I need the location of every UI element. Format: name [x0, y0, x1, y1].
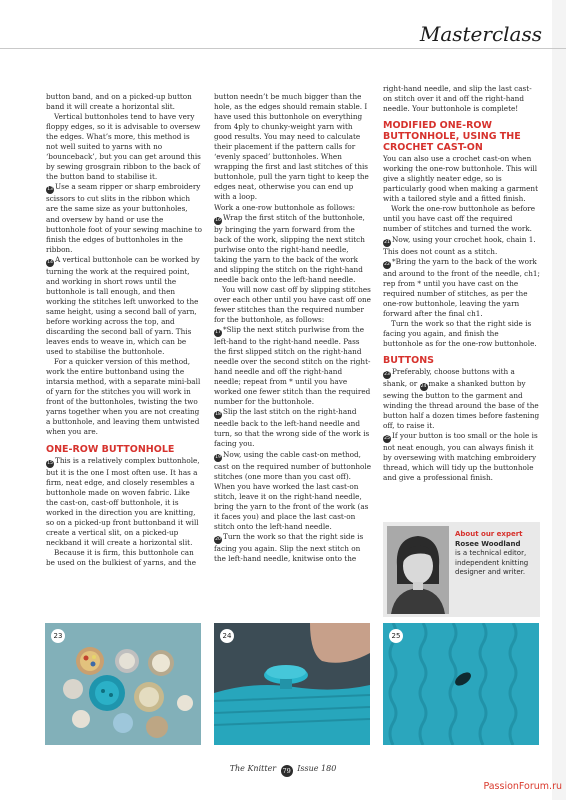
step-number-icon: 14: [47, 259, 53, 265]
photo-number-badge: 23: [51, 629, 65, 643]
photo-knitted-buttonhole: [383, 623, 539, 745]
step-number-icon: 15: [47, 460, 53, 466]
step-paragraph: [214, 213, 371, 285]
step-text: Turn the work so that the right side is facing you again. Slip the next stitch on the left-hand needle, knitwise onto the: [214, 531, 364, 563]
paragraph: Work the one-row buttonhole as before until you have cast off the required number of stitches and turned the work.: [383, 204, 535, 234]
step-number-icon: 13: [47, 187, 53, 193]
page-number: 79: [282, 767, 291, 775]
paragraph: Because it is firm, this buttonhole can be used on the bulkiest of yarns, and the: [46, 547, 196, 567]
text-column-2: [214, 92, 371, 564]
step-paragraph: [383, 257, 540, 319]
step-text: *Slip the next stitch purlwise from the left-hand to the right-hand needle. Pass the first slipped stitch on the right-hand needle over the second stitch on the right-hand needle and off the right-hand needle; repeat from * until you have worked one fewer stitch than the required number for the buttonhole.: [214, 325, 371, 407]
expert-name: Rosee Woodland: [455, 539, 521, 548]
step-text: Wrap the first stitch of the buttonhole, by bringing the yarn forward from the back of the work, slipping the next stitch purlwise onto the right-hand needle, taking the yarn to the back of the work and slipping the stitch on the right-hand needle back onto the left-hand needle.: [214, 212, 365, 284]
step-paragraph: [214, 325, 371, 407]
step-text: make a shanked button by sewing the button to the garment and winding the thread around the base of the button half a dozen times before fastening off, to raise it.: [383, 378, 540, 431]
section-heading: ONE-ROW BUTTONHOLE: [46, 443, 175, 455]
expert-text: [455, 530, 537, 578]
page-footer: [0, 764, 566, 777]
page-edge: [552, 0, 566, 800]
text-column-3: [383, 84, 540, 483]
photo-buttons: [45, 623, 201, 745]
paragraph: button needn’t be much bigger than the hole, as the edges should remain stable. I have used this buttonhole on everything from 4ply to chunky-weight yarn with good results. You may need to calculate their placement if the pattern calls for ‘evenly spaced’ buttonholes. When wrapping the first and last stitches of this buttonhole, pull the yarn tight to keep the edges neat, otherwise you can end up with a loop.: [214, 92, 369, 202]
step-number-icon: 22: [384, 261, 390, 267]
step-paragraph: [383, 235, 540, 257]
step-text: *Bring the yarn to the back of the work and around to the front of the needle, ch1; rep from * until you have cast on the required number of stitches, as per the one-row buttonhole, leaving the yarn forward after the final ch1.: [383, 256, 540, 318]
step-number-icon: 20: [215, 536, 221, 542]
step-number-icon: 18: [215, 412, 221, 418]
step-number-icon: 23: [384, 371, 390, 377]
expert-heading: About our expert: [455, 530, 523, 538]
portrait-illustration: [387, 526, 449, 614]
step-number-icon: 19: [215, 454, 221, 460]
text-column-1: [46, 92, 203, 568]
paragraph: You will now cast off by slipping stitches over each other until you have cast off one fewer stitches than the required number for the buttonhole, as follows:: [214, 284, 371, 324]
buttonhole-photo-illustration: [383, 623, 539, 745]
step-paragraph: [383, 367, 540, 431]
paragraph: Work a one-row buttonhole as follows:: [214, 202, 356, 212]
step-paragraph: [214, 407, 371, 449]
paragraph: Vertical buttonholes tend to have very floppy edges, so it is advisable to oversew the edges. What’s more, this method is not well suited to yarns with no ‘bounceback’, but you can get around this by sewing grosgrain ribbon to the back of the button band to stabilise it.: [46, 112, 201, 182]
step-text: Slip the last stitch on the right-hand needle back to the left-hand needle and turn, so that the wrong side of the work is facing you.: [214, 407, 370, 449]
expert-box: [383, 522, 540, 617]
section-heading: BUTTONS: [383, 354, 435, 366]
step-paragraph: [46, 182, 203, 254]
paragraph: Turn the work so that the right side is facing you again, and finish the buttonhole as for the one-row buttonhole.: [383, 318, 537, 348]
step-paragraph: [46, 255, 203, 357]
step-number-icon: 21: [384, 239, 390, 245]
step-text: If your button is too small or the hole is not neat enough, you can always finish it by oversewing with matching embroidery thread, which will tidy up the buttonhole and give a professional finish.: [383, 431, 538, 483]
step-paragraph: [214, 532, 371, 564]
paragraph: You can also use a crochet cast-on when working the one-row buttonhole. This will give a slightly neater edge, so is particularly good when making a garment with a tailored style and a fitted finish.: [383, 154, 539, 204]
issue-number: Issue 180: [297, 764, 337, 773]
step-text: Preferably, choose buttons with a shank, or: [383, 366, 515, 388]
expert-portrait: [387, 526, 449, 614]
step-text: This is a relatively complex buttonhole, but it is the one I most often use. It has a firm, neat edge, and closely resembles a buttonhole made on woven fabric. Like the cast-on, cast-off buttonhole, it is worked in the direction you are knitting, so on a picked-up front buttonband it will create a vertical slit, on a picked-up neckband it will create a horizontal slit.: [46, 455, 200, 547]
step-text: Use a seam ripper or sharp embroidery scissors to cut slits in the ribbon which are the same size as your buttonholes, and oversew by hand or use the buttonhole foot of your sewing machine to finish the edges of buttonholes in the ribbon.: [46, 182, 202, 254]
step-text: A vertical buttonhole can be worked by turning the work at the required point, and working in short rows until the buttonhole is tall enough, and then working the stitches left unworked to the same height, using a second ball of yarn, before working across the top, and discarding the second ball of yarn. This leaves ends to weave in, which can be used to stabilise the buttonhole.: [46, 254, 200, 357]
step-paragraph: [46, 456, 203, 548]
step-number-icon: 24: [420, 383, 427, 389]
shanked-button-photo-illustration: [214, 623, 370, 745]
section-heading: MODIFIED ONE-ROW BUTTONHOLE, USING THE CROCHET CAST-ON: [383, 120, 521, 154]
header-rule: [0, 48, 566, 49]
section-title: Masterclass: [419, 22, 542, 46]
magazine-name: The Knitter: [229, 764, 277, 773]
step-paragraph: [214, 450, 371, 532]
step-number-icon: 16: [215, 217, 221, 223]
paragraph: For a quicker version of this method, work the entire buttonband using the intarsia method, with a separate mini-ball of yarn for the stitches you will work in front of the buttonholes, twisting the two yarns together when you are not creating a buttonhole, and leaving them untwisted when you are.: [46, 357, 201, 437]
photo-number-badge: 25: [389, 629, 403, 643]
step-paragraph: [383, 431, 540, 483]
step-number-icon: 25: [384, 436, 390, 442]
step-text: Now, using your crochet hook, chain 1. This does not count as a stitch.: [383, 234, 536, 256]
step-number-icon: 17: [215, 330, 221, 336]
paragraph: right-hand needle, and slip the last cast-on stitch over it and off the right-hand needle. Your buttonhole is complete!: [383, 84, 532, 114]
photo-number-badge: 24: [220, 629, 234, 643]
photo-shanked-button: [214, 623, 370, 745]
step-text: Now, using the cable cast-on method, cast on the required number of buttonhole stitches (one more than you cast off). When you have worked the last cast-on stitch, leave it on the right-hand needle, bring the yarn to the front of the work (as it faces you) and place the last cast-on stitch onto the left-hand needle.: [214, 449, 372, 531]
watermark: PassionForum.ru: [483, 781, 562, 792]
paragraph: button band, and on a picked-up button band it will create a horizontal slit.: [46, 92, 192, 112]
expert-description: is a technical editor, independent knitting designer and writer.: [455, 549, 529, 577]
buttons-photo-illustration: [45, 623, 201, 745]
